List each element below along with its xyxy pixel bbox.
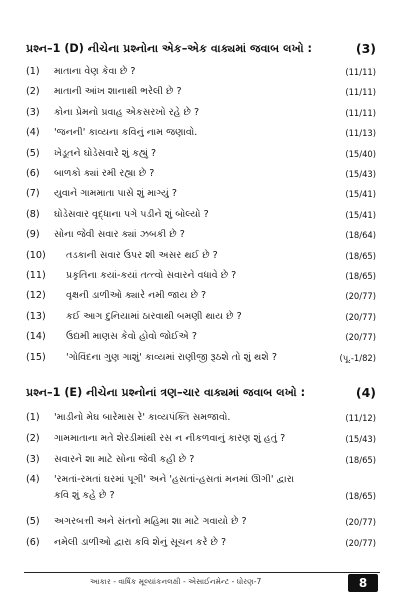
question-reference: (18/65) (345, 491, 376, 502)
question-reference: (15/43) (345, 169, 376, 179)
question-text: તડકાની સવાર ઉપર શી અસર થઈ છે ? (66, 249, 218, 261)
question-text: સવારને શા માટે સોના જેવી કહી છે ? (54, 453, 195, 465)
section-e-title: પ્રશ્ન–1 (E) નીચેના પ્રશ્નોનાં ત્રણ–ચાર વાક્યમાં જવાબ લખો : (26, 386, 306, 399)
question-reference: (15/40) (345, 148, 376, 159)
question-row (26, 268, 376, 284)
question-row (26, 431, 376, 447)
question-row (26, 207, 376, 223)
question-row (26, 105, 376, 121)
question-number: (1) (26, 66, 40, 77)
question-text: માતાની આંખ શાનાથી ભરેલી છે ? (54, 86, 182, 98)
question-row (26, 84, 376, 100)
question-number: (8) (26, 208, 40, 220)
question-number: (6) (26, 536, 40, 548)
section-d-title: પ્રશ્ન–1 (D) નીચેના પ્રશ્નોના એક–એક વાક્યમાં જવાબ લખો : (26, 42, 312, 55)
question-row (26, 350, 376, 366)
footer-text: આકાર - વાર્ષિક મૂલ્યાંકનલક્ષી - એસાઈનમેન્ટ - ધોરણ-7 (90, 577, 262, 586)
section-e-heading (26, 386, 376, 404)
question-row (26, 410, 376, 426)
question-row (26, 248, 376, 264)
question-text: ખેડૂતને ઘોડેસવારે શું કહ્યું ? (54, 147, 157, 159)
question-text: કઈ આગ દુનિયામાં ઠારવાથી બમણી થાય છે ? (66, 310, 242, 322)
question-row (26, 64, 376, 80)
question-number: (7) (26, 188, 40, 200)
question-reference: (18/65) (345, 271, 376, 281)
question-row (26, 125, 376, 141)
question-reference: (18/65) (345, 250, 376, 261)
question-number: (10) (26, 249, 46, 261)
question-text-continued: કવિ શું કહે છે ? (54, 490, 115, 502)
question-number: (5) (26, 147, 40, 159)
question-reference: (11/11) (345, 107, 376, 118)
question-number: (13) (26, 310, 46, 322)
question-row (26, 186, 376, 202)
question-text: કોના પ્રેમનો પ્રવાહ એકસરખો રહે છે ? (54, 106, 200, 118)
question-number: (15) (26, 351, 46, 363)
question-number: (12) (26, 290, 46, 302)
question-text: 'ગોવિંદના ગુણ ગાશું' કાવ્યમાં રાણીજી રૂઠશે તો શું થશે ? (66, 351, 277, 363)
question-text: પ્રકૃતિના કયાં-કયાં તત્ત્વો સવારને વધાવે છે ? (66, 270, 237, 281)
question-row (26, 309, 376, 325)
question-text: 'માડીનો મેઘ બારેમાસ રે' કાવ્યપંક્તિ સમજાવો. (54, 412, 231, 423)
question-number: (4) (26, 474, 40, 486)
question-reference: (11/13) (345, 128, 376, 139)
page-footer (0, 574, 404, 604)
question-number: (6) (26, 168, 40, 179)
question-reference: (20/77) (345, 311, 376, 322)
question-number: (9) (26, 229, 40, 241)
question-row (26, 146, 376, 162)
question-row (26, 452, 376, 468)
question-text: બાળકો ક્યાં રમી રહ્યા છે ? (54, 168, 155, 179)
question-row (26, 227, 376, 243)
question-reference: (18/65) (345, 454, 376, 465)
question-reference: (20/77) (345, 537, 376, 548)
section-d-marks: (3) (355, 41, 376, 56)
question-text: નમેલી ડાળીઓ દ્વારા કવિ શેનું સૂચન કરે છે ? (54, 536, 227, 548)
question-reference: (20/77) (345, 517, 376, 527)
question-text: વૃક્ષની ડાળીઓ ક્યારે નમી જાય છે ? (66, 290, 207, 302)
question-row (26, 472, 376, 502)
question-text: ઘોડેસવાર વૃદ્ધાના પગે પડીને શું બોલ્યો ? (54, 208, 209, 220)
question-row (26, 514, 376, 530)
question-reference: (11/12) (345, 413, 376, 423)
question-number: (1) (26, 412, 40, 423)
question-text: માતાના વેણ કેવા છે ? (54, 66, 136, 77)
question-text: 'જનની' કાવ્યના કવિનું નામ જણાવો. (54, 127, 198, 139)
question-text: ઉદ્યમી માણસ કેવો હોવો જોઈએ ? (66, 331, 197, 343)
question-reference: (20/77) (345, 332, 376, 343)
question-reference: (18/64) (345, 230, 376, 241)
question-row (26, 535, 376, 551)
question-text: 'રમતાં-રમતાં ઘરમાં પૂગી' અને 'હસતાં-હસતાં મનમાં ઊગી' દ્વારા (54, 474, 295, 486)
question-row (26, 288, 376, 304)
question-reference: (15/43) (345, 433, 376, 444)
question-number: (5) (26, 516, 40, 527)
page-number-badge: 8 (348, 574, 378, 592)
question-row (26, 329, 376, 345)
question-reference: (પૂ.-1/82) (339, 352, 376, 363)
question-reference: (20/77) (345, 291, 376, 302)
question-row (26, 166, 376, 182)
question-reference: (15/41) (345, 189, 376, 200)
question-reference: (11/11) (345, 87, 376, 98)
question-text: અગરબત્તી અને સંતનો મહિમા શા માટે ગવાયો છે ? (54, 516, 247, 527)
question-number: (14) (26, 331, 46, 343)
section-e-marks: (4) (355, 385, 376, 400)
question-reference: (15/41) (345, 209, 376, 220)
question-text: ગામમાતાના મતે શેરડીમાંથી રસ ન નીકળવાનું કારણ શું હતું ? (54, 432, 286, 444)
section-d-heading (26, 42, 376, 60)
question-text: સોના જેવી સવાર ક્યાં ઝબકી છે ? (54, 229, 185, 241)
question-text: યુવાને ગામમાતા પાસે શું માગ્યું ? (54, 188, 177, 200)
question-number: (2) (26, 86, 40, 98)
question-number: (2) (26, 432, 40, 444)
question-reference: (11/11) (345, 67, 376, 77)
question-number: (11) (26, 270, 46, 281)
question-number: (4) (26, 127, 40, 139)
question-number: (3) (26, 453, 40, 465)
footer-divider (24, 572, 380, 573)
question-number: (3) (26, 106, 40, 118)
